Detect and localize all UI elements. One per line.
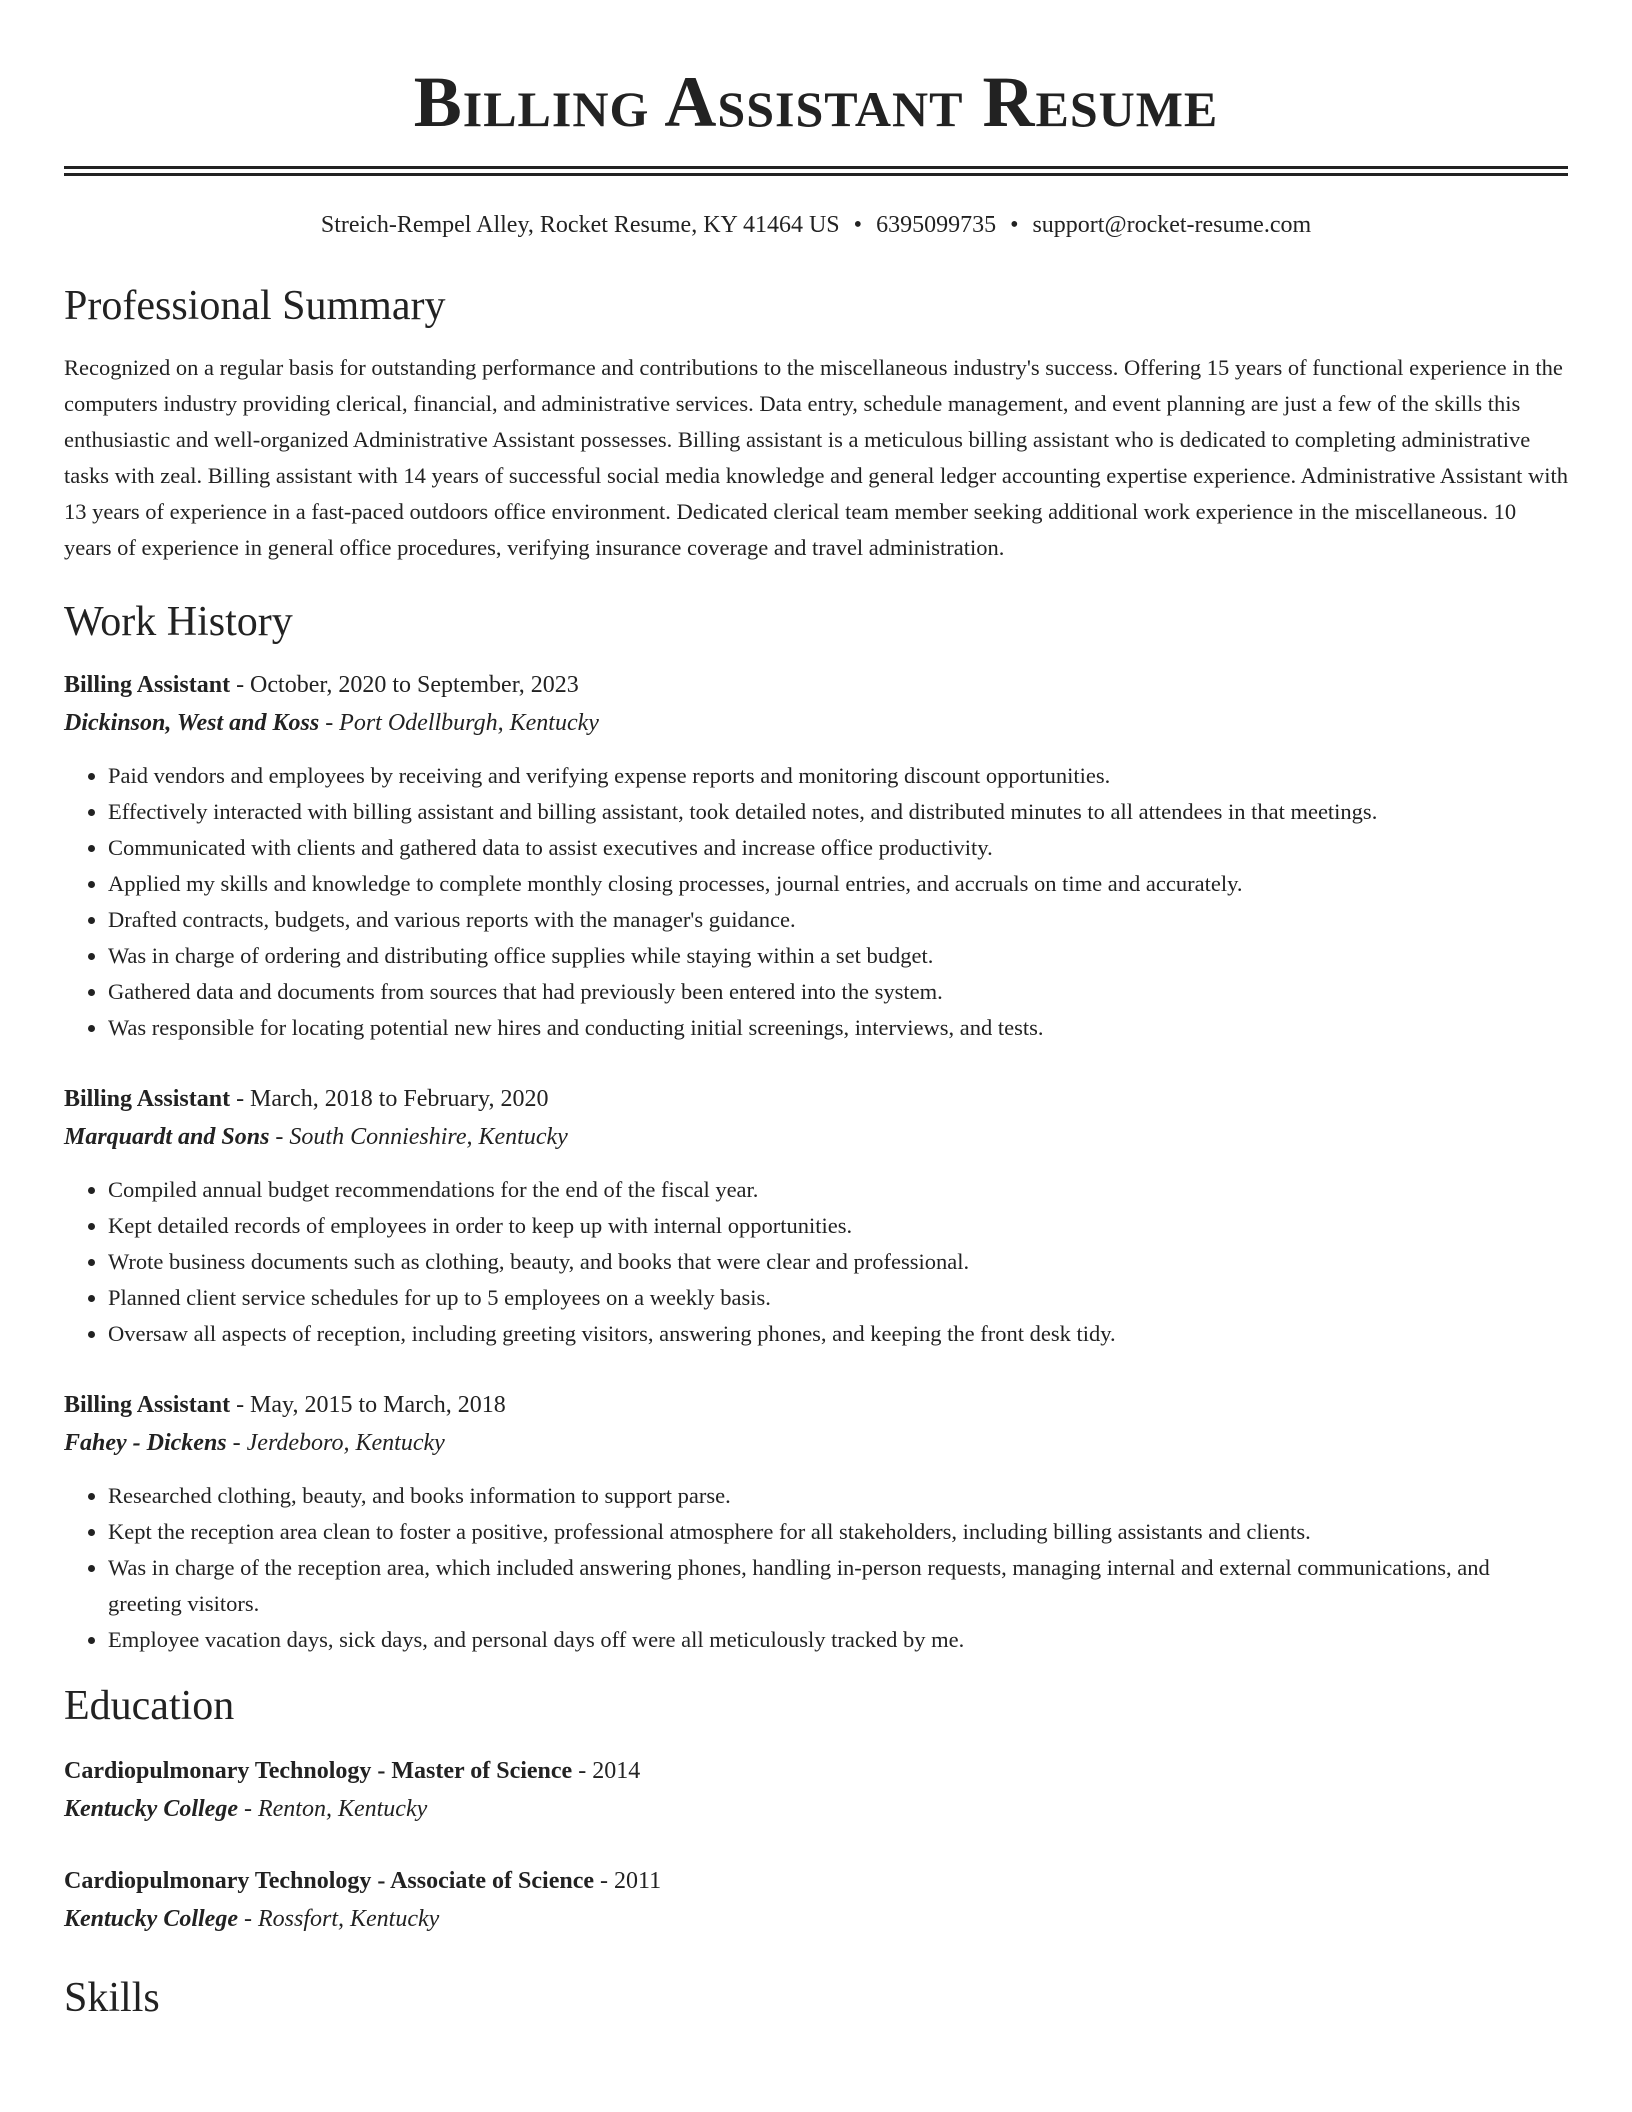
degree-name: Cardiopulmonary Technology - Associate of Science [64, 1868, 595, 1894]
list-item: • Paid vendors and employees by receiving and verifying expense reports and monitoring discount opportunities. [108, 758, 1568, 794]
job-bullets [64, 758, 1568, 1046]
employer-line [64, 1118, 1568, 1156]
list-item: • Kept detailed records of employees in order to keep up with internal opportunities. [108, 1208, 1568, 1244]
job-bullets [64, 1172, 1568, 1352]
list-item: • Communicated with clients and gathered data to assist executives and increase office productivity. [108, 830, 1568, 866]
list-item: • Planned client service schedules for up to 5 employees on a weekly basis. [108, 1280, 1568, 1316]
summary-heading: Professional Summary [64, 283, 446, 329]
list-item: • Effectively interacted with billing assistant and billing assistant, took detailed notes, and distributed minutes to all attendees in that meetings. [108, 794, 1568, 830]
education-entry [64, 1752, 1568, 1828]
job-entry [64, 1080, 1568, 1352]
contact-line [64, 210, 1568, 240]
degree-year: - 2014 [572, 1758, 641, 1784]
school-line [64, 1900, 1568, 1938]
employer-line [64, 704, 1568, 742]
contact-separator: • [1010, 212, 1019, 238]
school-location: - Renton, Kentucky [237, 1796, 428, 1822]
contact-email: support@rocket-resume.com [1032, 212, 1312, 238]
employer-location: - South Connieshire, Kentucky [269, 1124, 568, 1150]
school-name: Kentucky College [64, 1796, 238, 1822]
list-item: • Drafted contracts, budgets, and various reports with the manager's guidance. [108, 902, 1568, 938]
summary-text: Recognized on a regular basis for outstanding performance and contributions to the miscellaneous industry's success. Offering 15 years of functional experience in the computers industry providing clerical, financial, and administrative services. Data entry, schedule management, and event planning are just a few of the skills this enthusiastic and well-organized Administrative Assistant possesses. Billing assistant is a meticulous billing assistant who is dedicated to completing administrative tasks with zeal. Billing assistant with 14 years of successful social media knowledge and general ledger accounting expertise experience. Administrative Assistant with 13 years of experience in a fast-paced outdoors office environment. Dedicated clerical team member seeking additional work experience in the miscellaneous. 10 years of experience in general office procedures, verifying insurance coverage and travel administration. [64, 355, 1568, 560]
title-double-rule [64, 166, 1568, 176]
job-title-line [64, 1080, 1568, 1118]
job-entry [64, 666, 1568, 1046]
employer-location: - Port Odellburgh, Kentucky [319, 710, 599, 736]
list-item: • Was responsible for locating potential new hires and conducting initial screenings, interviews, and tests. [108, 1010, 1568, 1046]
list-item: • Researched clothing, beauty, and books information to support parse. [108, 1478, 1568, 1514]
employer-location: - Jerdeboro, Kentucky [226, 1430, 445, 1456]
list-item: • Was in charge of ordering and distributing office supplies while staying within a set budget. [108, 938, 1568, 974]
school-line [64, 1790, 1568, 1828]
job-title: Billing Assistant [64, 1086, 231, 1112]
job-title-line [64, 1386, 1568, 1424]
employer-name: Dickinson, West and Koss [64, 710, 320, 736]
list-item: • Kept the reception area clean to foster a positive, professional atmosphere for all stakeholders, including billing assistants and clients. [108, 1514, 1568, 1550]
job-title: Billing Assistant [64, 1392, 231, 1418]
list-item: • Gathered data and documents from sources that had previously been entered into the system. [108, 974, 1568, 1010]
employer-name: Marquardt and Sons [64, 1124, 270, 1150]
school-location: - Rossfort, Kentucky [237, 1906, 440, 1932]
education-entry [64, 1862, 1568, 1938]
degree-line [64, 1862, 1568, 1900]
job-title-line [64, 666, 1568, 704]
list-item: • Compiled annual budget recommendations for the end of the fiscal year. [108, 1172, 1568, 1208]
work-history-heading: Work History [64, 599, 293, 645]
skills-heading: Skills [64, 1975, 160, 2021]
contact-separator: • [853, 212, 863, 238]
job-entry [64, 1386, 1568, 1658]
resume-title: Billing Assistant Resume [413, 62, 1219, 142]
job-dates: - May, 2015 to March, 2018 [230, 1392, 506, 1418]
employer-name: Fahey - Dickens [64, 1430, 227, 1456]
job-dates: - March, 2018 to February, 2020 [230, 1086, 549, 1112]
list-item: • Wrote business documents such as clothing, beauty, and books that were clear and professional. [108, 1244, 1568, 1280]
employer-line [64, 1424, 1568, 1462]
contact-address: Streich-Rempel Alley, Rocket Resume, KY 41464 US [320, 212, 840, 238]
list-item: • Applied my skills and knowledge to complete monthly closing processes, journal entries, and accruals on time and accurately. [108, 866, 1568, 902]
job-bullets [64, 1478, 1568, 1658]
degree-name: Cardiopulmonary Technology - Master of Science [64, 1758, 573, 1784]
list-item: • Was in charge of the reception area, which included answering phones, handling in-person requests, managing internal and external communications, and greeting visitors. [108, 1550, 1568, 1622]
school-name: Kentucky College [64, 1906, 238, 1932]
job-dates: - October, 2020 to September, 2023 [230, 672, 579, 698]
education-heading: Education [64, 1683, 235, 1729]
degree-year: - 2011 [594, 1868, 662, 1894]
job-title: Billing Assistant [64, 672, 231, 698]
list-item: • Oversaw all aspects of reception, including greeting visitors, answering phones, and keeping the front desk tidy. [108, 1316, 1568, 1352]
list-item: • Employee vacation days, sick days, and personal days off were all meticulously tracked by me. [108, 1622, 1568, 1658]
degree-line [64, 1752, 1568, 1790]
contact-phone: 6395099735 [876, 212, 997, 238]
